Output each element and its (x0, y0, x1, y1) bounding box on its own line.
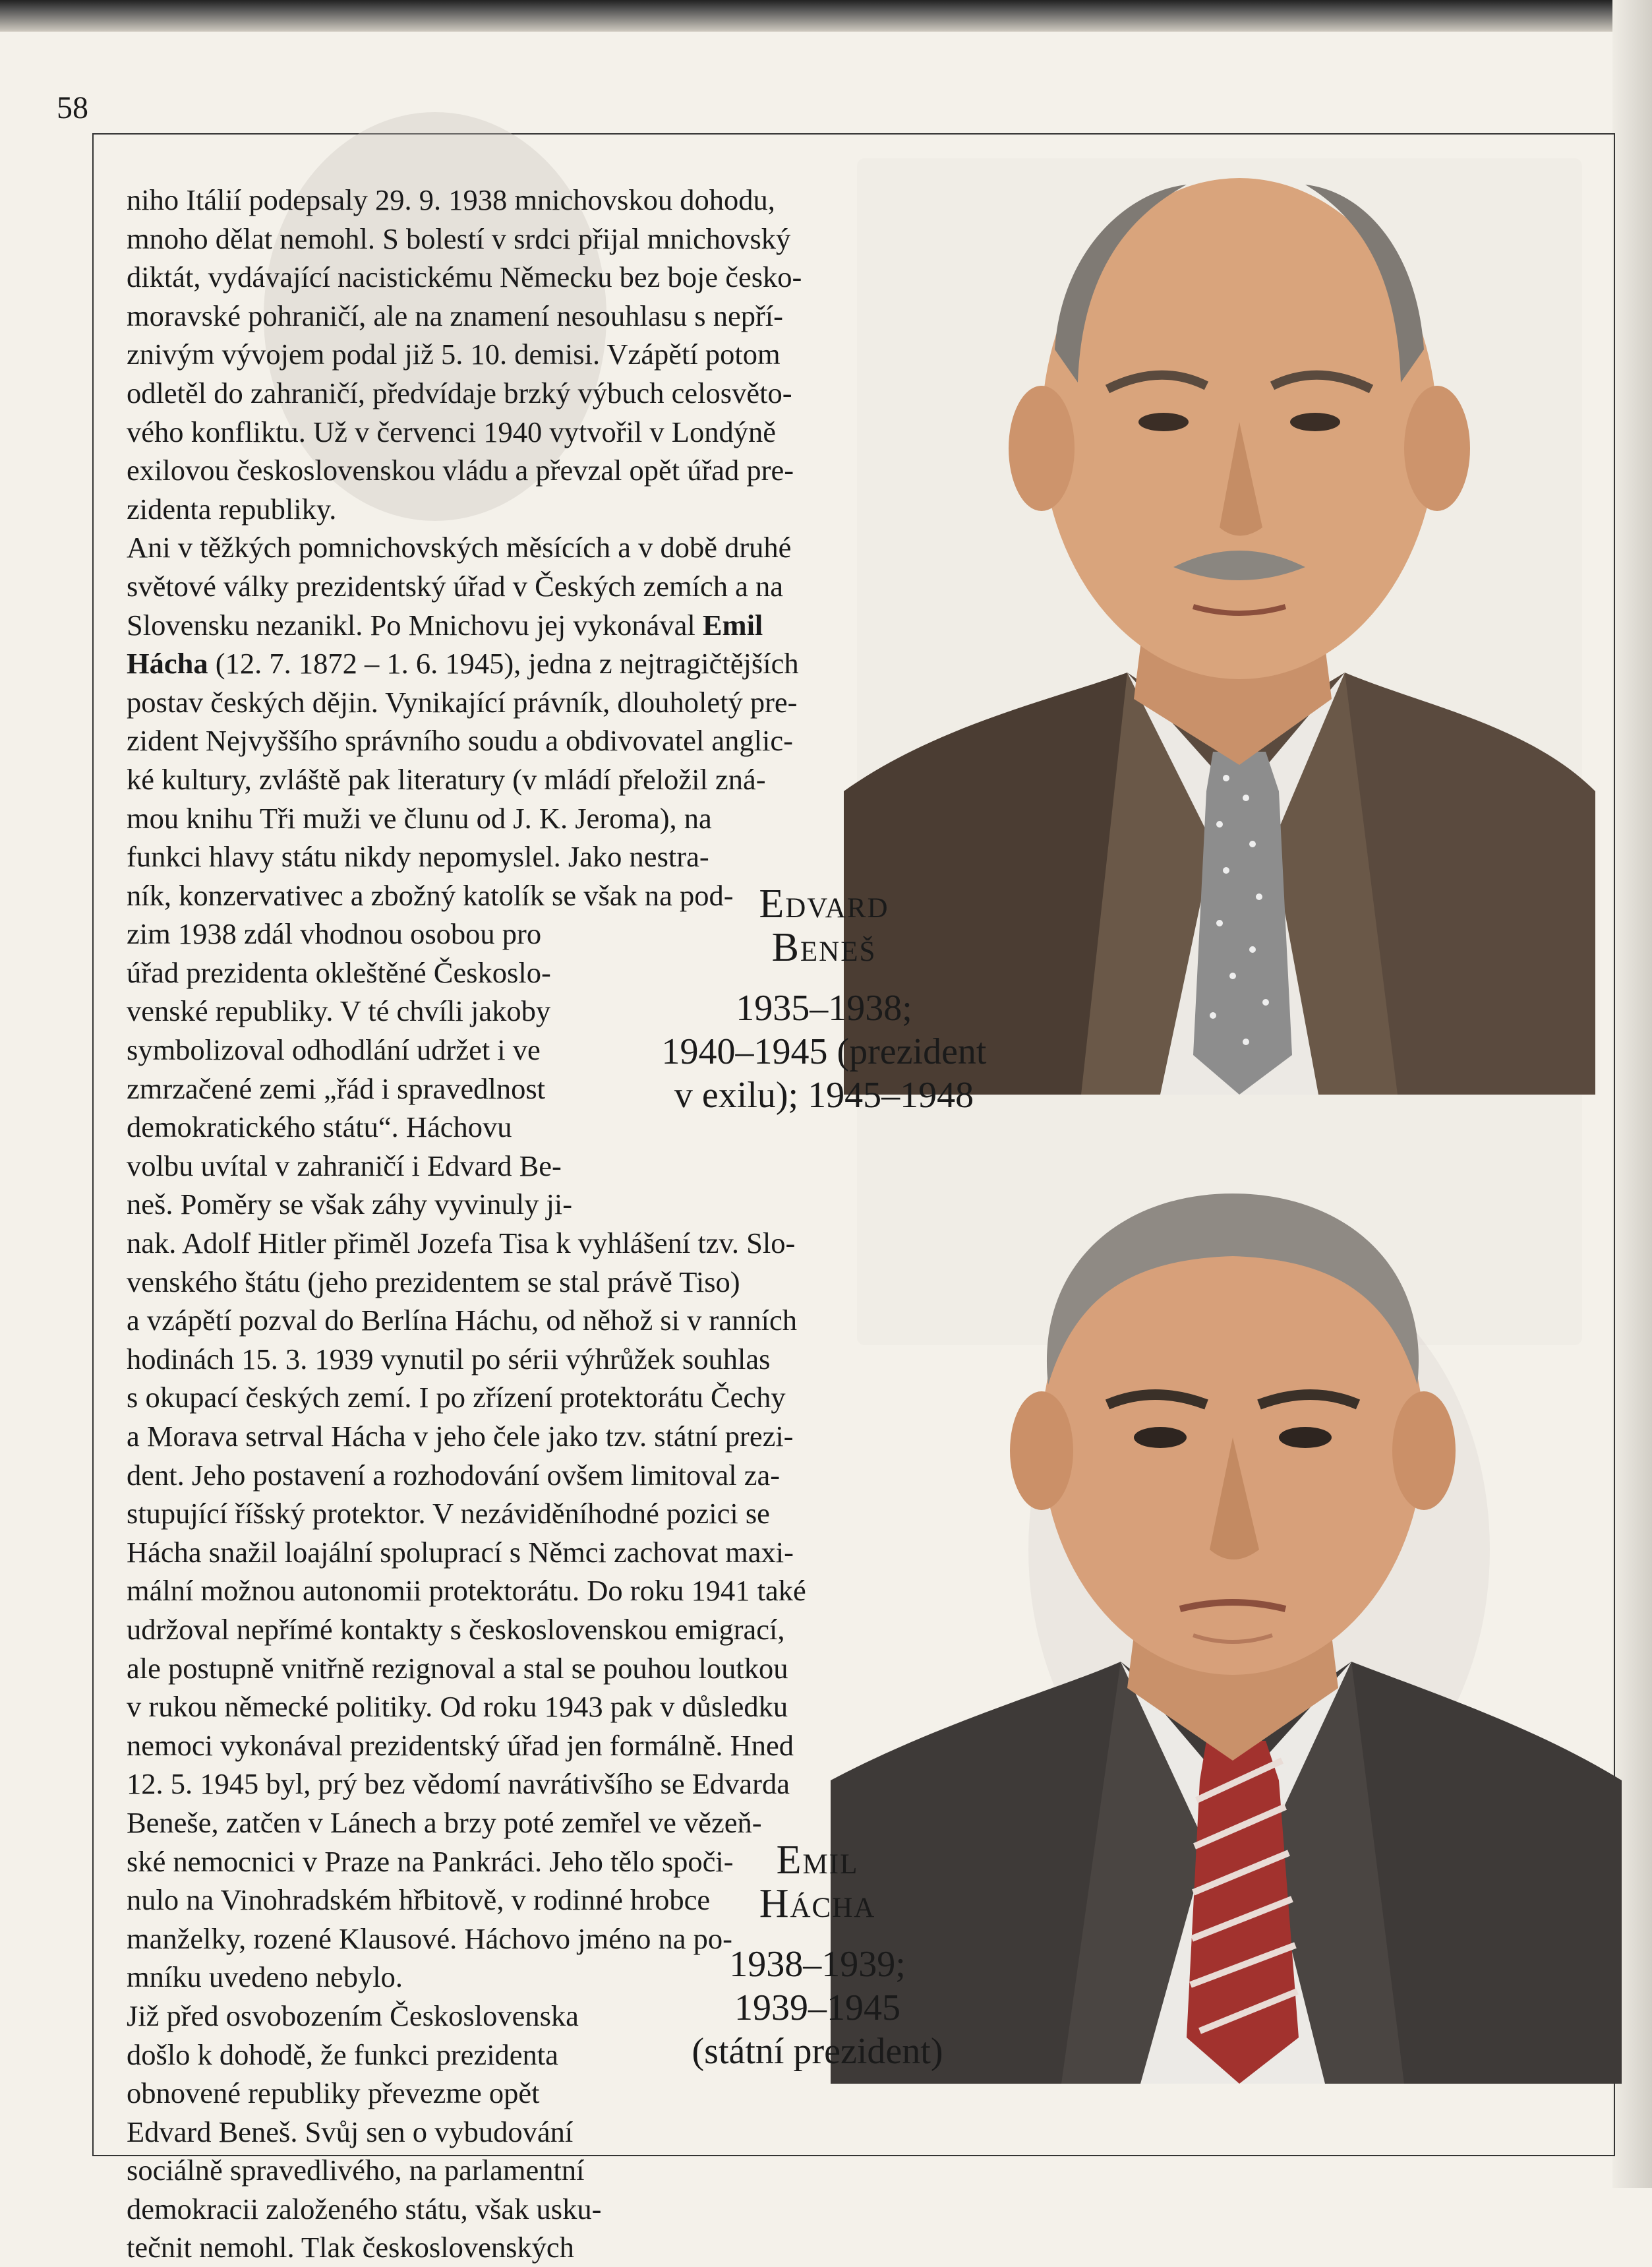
text-line: udržoval nepřímé kontakty s československou emigrací, (127, 1612, 785, 1646)
text-line: tečnit nemohl. Tlak československých (127, 2231, 574, 2264)
text-line: ale postupně vnitřně rezignoval a stal se pouhou loutkou (127, 1651, 788, 1685)
text-line: došlo k dohodě, že funkci prezidenta (127, 2038, 558, 2071)
text-line: funkci hlavy státu nikdy nepomyslel. Jako nestra- (127, 840, 709, 874)
caption-name-first: Emil (776, 1838, 859, 1883)
text-line: zidenta republiky. (127, 492, 337, 526)
caption-edvard-benes (606, 882, 1042, 1117)
scan-top-shadow (0, 0, 1652, 32)
text-line: v rukou německé politiky. Od roku 1943 pak v důsledku (127, 1690, 788, 1724)
text-line: s okupací českých zemí. I po zřízení protektorátu Čechy (127, 1381, 786, 1414)
text-fragment: (12. 7. 1872 – 1. 6. 1945), jedna z nejtragičtějších (215, 647, 799, 680)
text-line: venského štátu (jeho prezidentem se stal právě Tiso) (127, 1265, 740, 1298)
text-line (127, 606, 839, 645)
text-line: nulo na Vinohradském hřbitově, v rodinné hrobce (127, 1883, 711, 1917)
text-line: neš. Poměry se však záhy vyvinuly ji- (127, 1188, 573, 1221)
caption-term: 1938–1939; (729, 1944, 906, 1985)
caption-emil-hacha (633, 1838, 1002, 2073)
text-line (127, 644, 839, 683)
text-line: niho Itálií podepsaly 29. 9. 1938 mnichovskou dohodu, (127, 183, 775, 216)
text-line: světové války prezidentský úřad v Českých zemích a na (127, 569, 783, 603)
text-line: sociálně spravedlivého, na parlamentní (127, 2154, 585, 2187)
text-line: vého konfliktu. Už v červenci 1940 vytvořil v Londýně (127, 415, 776, 448)
text-line: ník, konzervativec a zbožný katolík se však na pod- (127, 878, 734, 912)
text-line: a vzápětí pozval do Berlína Háchu, od něhož si v ranních (127, 1304, 797, 1337)
text-line: demokratického státu“. Háchovu (127, 1110, 512, 1144)
text-line: nemoci vykonával prezidentský úřad jen formálně. Hned (127, 1728, 794, 1762)
text-line: postav českých dějin. Vynikající právník, dlouholetý pre- (127, 685, 798, 719)
text-line: odletěl do zahraničí, předvídaje brzký výbuch celosvěto- (127, 376, 792, 409)
text-line: zim 1938 zdál vhodnou osobou pro (127, 917, 542, 951)
text-line: nak. Adolf Hitler přiměl Jozefa Tisa k vyhlášení tzv. Slo- (127, 1226, 796, 1260)
text-line: Hácha snažil loajální spoluprací s Němci zachovat maxi- (127, 1535, 794, 1569)
text-line: ské nemocnici v Praze na Pankráci. Jeho tělo spoči- (127, 1844, 734, 1878)
text-line: volbu uvítal v zahraničí i Edvard Be- (127, 1149, 562, 1182)
text-line: dent. Jeho postavení a rozhodování ovšem limitoval za- (127, 1458, 781, 1492)
text-line: stupující říšský protektor. V nezáviděníhodné pozici se (127, 1497, 770, 1530)
text-fragment: Slovensku nezanikl. Po Mnichovu jej vykonával (127, 608, 695, 642)
text-line: diktát, vydávající nacistickému Německu bez boje česko- (127, 260, 802, 294)
text-line: mnoho dělat nemohl. S bolestí v srdci přijal mnichovský (127, 222, 791, 255)
text-line: symbolizoval odhodlání udržet i ve (127, 1033, 541, 1067)
caption-name-last: Hácha (759, 1881, 876, 1926)
text-line: exilovou československou vládu a převzal opět úřad pre- (127, 454, 794, 487)
bold-name-emil: Emil (702, 608, 763, 642)
bold-name-hacha: Hácha (127, 647, 208, 680)
caption-term: 1939–1945 (734, 1987, 900, 2028)
page-number: 58 (57, 90, 88, 125)
caption-term: 1940–1945 (prezident (661, 1031, 987, 1072)
text-line: mou knihu Tři muži ve člunu od J. K. Jeroma), na (127, 801, 712, 835)
text-line: manželky, rozené Klausové. Háchovo jméno na po- (127, 1921, 732, 1955)
text-line: moravské pohraničí, ale na znamení nesouhlasu s nepří- (127, 299, 783, 332)
text-line: demokracii založeného státu, však usku- (127, 2192, 602, 2225)
caption-name-first: Edvard (759, 882, 889, 926)
text-line: venské republiky. V té chvíli jakoby (127, 994, 551, 1028)
text-line: mníku uvedeno nebylo. (127, 1960, 403, 1994)
caption-term: (státní prezident) (692, 2031, 943, 2072)
text-line: úřad prezidenta okleštěné Českoslo- (127, 955, 551, 989)
text-line: a Morava setrval Hácha v jeho čele jako tzv. státní prezi- (127, 1420, 794, 1453)
text-line: hodinách 15. 3. 1939 vynutil po sérii výhrůžek souhlas (127, 1342, 771, 1375)
caption-term: v exilu); 1945–1948 (674, 1075, 974, 1116)
text-line: Beneše, zatčen v Lánech a brzy poté zemřel ve vězeň- (127, 1805, 762, 1839)
text-line: zmrzačené zemi „řád i spravedlnost (127, 1072, 546, 1105)
text-line: Ani v těžkých pomnichovských měsících a v době druhé (127, 531, 792, 564)
text-line: znivým vývojem podal již 5. 10. demisi. Vzápětí potom (127, 338, 781, 371)
text-line: zident Nejvyššího správního soudu a obdivovatel anglic- (127, 724, 793, 758)
text-line: Již před osvobozením Československa (127, 1999, 579, 2032)
text-line: obnovené republiky převezme opět (127, 2076, 540, 2110)
text-line: 12. 5. 1945 byl, prý bez vědomí navrátivšího se Edvarda (127, 1767, 790, 1801)
caption-name-last: Beneš (771, 925, 877, 970)
caption-term: 1935–1938; (736, 988, 912, 1029)
text-line: ké kultury, zvláště pak literatury (v mládí přeložil zná- (127, 762, 766, 796)
text-line: mální možnou autonomii protektorátu. Do roku 1941 také (127, 1574, 806, 1608)
text-line: Edvard Beneš. Svůj sen o vybudování (127, 2115, 574, 2148)
